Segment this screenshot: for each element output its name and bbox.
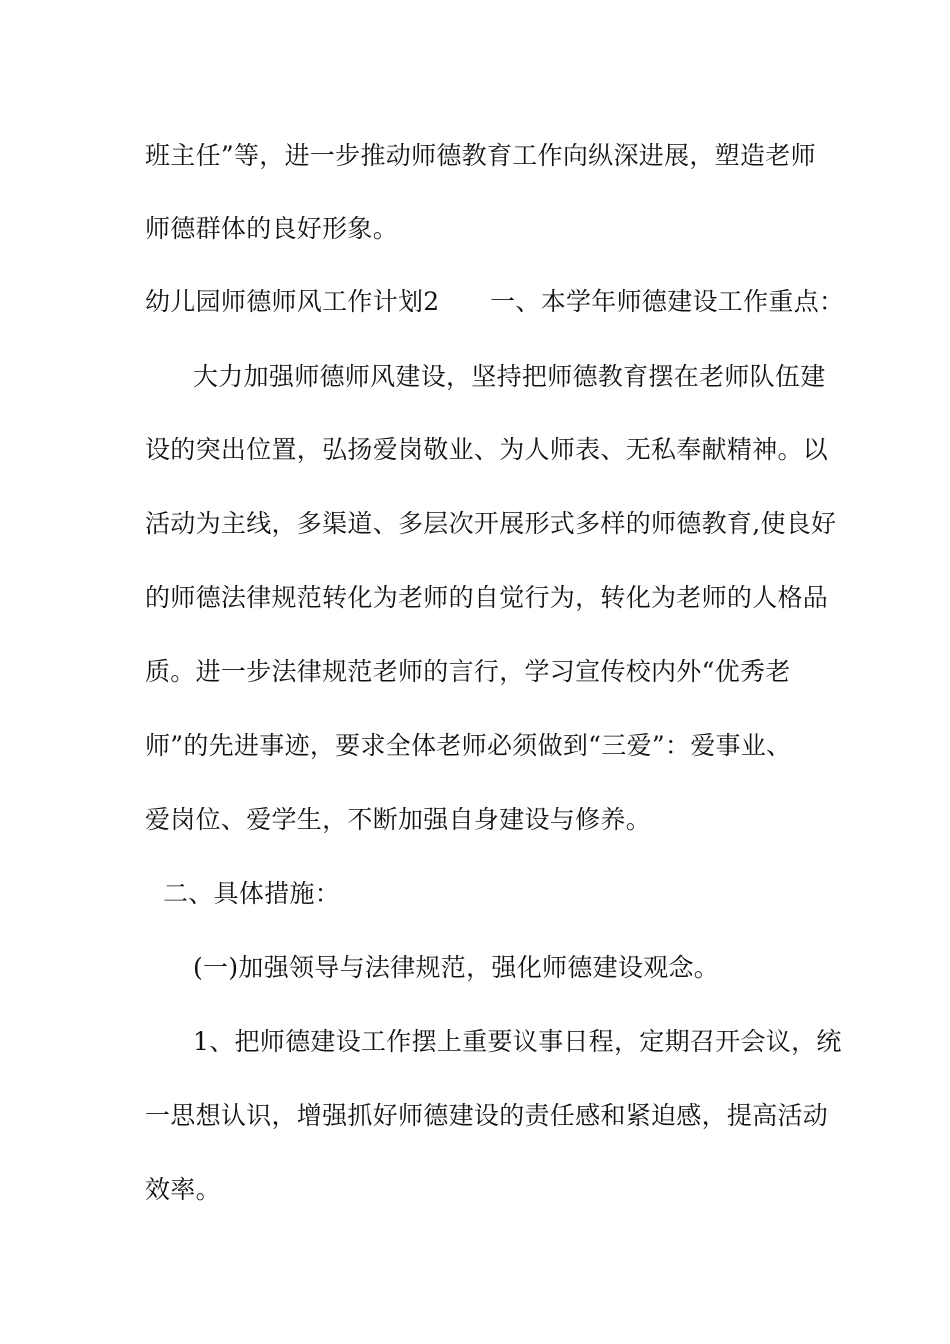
text-line-4: 大力加强师德师风建设，坚持把师德教育摆在老师队伍建 (193, 362, 826, 391)
text-line-2: 师德群体的良好形象。 (145, 214, 399, 243)
text-line-9: 师”的先进事迹，要求全体老师必须做到“三爱”：爱事业、 (145, 731, 792, 760)
text-line-1: 班主任”等，进一步推动师德教育工作向纵深进展，塑造老师 (145, 141, 816, 170)
text-line-15: 效率。 (145, 1175, 221, 1204)
text-line-10: 爱岗位、爱学生，不断加强自身建设与修养。 (145, 805, 652, 834)
section-title-line: 幼儿园师德师风工作计划2 一、本学年师德建设工作重点： (145, 287, 845, 316)
text-line-7: 的师德法律规范转化为老师的自觉行为，转化为老师的人格品 (145, 583, 829, 612)
text-line-14: 一思想认识，增强抓好师德建设的责任感和紧迫感，提高活动 (145, 1101, 829, 1130)
subheading-measures: 二、具体措施： (163, 879, 341, 908)
text-line-5: 设的突出位置，弘扬爱岗敬业、为人师表、无私奉献精神。以 (145, 435, 829, 464)
text-line-8: 质。进一步法律规范老师的言行，学习宣传校内外“优秀老 (145, 657, 791, 686)
text-line-13: 1、把师德建设工作摆上重要议事日程，定期召开会议，统 (193, 1027, 842, 1056)
subheading-item-1: (一)加强领导与法律规范，强化师德建设观念。 (193, 953, 720, 982)
text-line-6: 活动为主线，多渠道、多层次开展形式多样的师德教育,使良好 (145, 509, 837, 538)
